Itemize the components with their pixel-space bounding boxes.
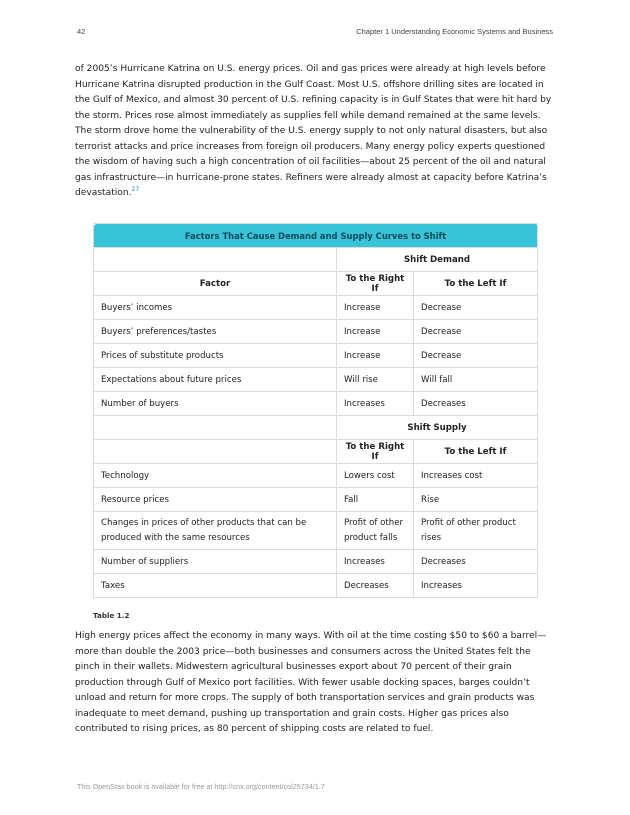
factor-cell: Technology [94,464,337,488]
table-row [94,488,538,512]
right-cell: Lowers cost [337,464,414,488]
table-row [94,550,538,574]
table-title: Factors That Cause Demand and Supply Curves to Shift [94,224,538,248]
paragraph-vulnerability-text: The storm drove home the vulnerability of the U.S. energy supply to not only natural disasters, but also terrorist attacks and price increases from foreign oil producers. Many energy policy experts questioned the wisdom of having such a high concentration of oil facilities—about 25 percent of the oil and natural gas infrastructure—in hurricane-prone states. Refiners were already almost at capacity before Katrina’s devastation. [75,126,548,198]
right-header: To the Right If [337,440,414,464]
table-caption: Table 1.2 [93,611,130,620]
left-cell: Decreases [414,550,538,574]
right-cell: Increases [337,550,414,574]
left-cell: Increases [414,574,538,598]
table-row [94,392,538,416]
left-cell: Increases cost [414,464,538,488]
table-row [94,368,538,392]
footer-note: This OpenStax book is available for free at http://cnx.org/content/col25734/1.7 [77,782,325,791]
right-cell: Profit of other product falls [337,512,414,550]
left-cell: Decrease [414,320,538,344]
left-header: To the Left If [414,272,538,296]
shift-demand-header: Shift Demand [337,248,538,272]
footnote-link[interactable]: 27 [131,186,140,193]
right-cell: Will rise [337,368,414,392]
table-row [94,296,538,320]
blank-cell [94,248,337,272]
factor-cell: Changes in prices of other products that can be produced with the same resources [94,512,337,550]
factor-cell: Buyers’ incomes [94,296,337,320]
shift-supply-header: Shift Supply [337,416,538,440]
table-row [94,512,538,550]
blank-cell [94,416,337,440]
factor-cell: Prices of substitute products [94,344,337,368]
left-cell: Decrease [414,344,538,368]
chapter-title: Chapter 1 Understanding Economic Systems and Business [356,27,553,36]
left-header: To the Left If [414,440,538,464]
table-row [94,574,538,598]
right-cell: Increase [337,344,414,368]
factor-header: Factor [94,272,337,296]
left-cell: Rise [414,488,538,512]
paragraph-vulnerability [75,124,555,202]
table-row [94,464,538,488]
right-cell: Increase [337,320,414,344]
page-number: 42 [77,27,86,36]
right-header: To the Right If [337,272,414,296]
factor-cell: Expectations about future prices [94,368,337,392]
right-cell: Increase [337,296,414,320]
factor-cell: Number of suppliers [94,550,337,574]
left-cell: Profit of other product rises [414,512,538,550]
left-cell: Decrease [414,296,538,320]
right-cell: Fall [337,488,414,512]
blank-cell [94,440,337,464]
table-row [94,344,538,368]
shift-factors-table [93,223,538,598]
right-cell: Decreases [337,574,414,598]
factor-cell: Number of buyers [94,392,337,416]
paragraph-katrina: of 2005’s Hurricane Katrina on U.S. energy prices. Oil and gas prices were already at high levels before Hurricane Katrina disrupted production in the Gulf Coast. Most U.S. offshore drilling sites are located in the Gulf of Mexico, and almost 30 percent of U.S. refining capacity is in Gulf States that were hit hard by the storm. Prices rose almost immediately as supplies fell while demand remained at the same levels. [75,64,552,121]
paragraph-energy-prices: High energy prices affect the economy in many ways. With oil at the time costing $50 to $60 a barrel—more than double the 2003 price—both businesses and consumers across the United States felt the pinch in their wallets. Midwestern agricultural businesses export about 70 percent of their grain production through Gulf of Mexico port facilities. With fewer usable docking spaces, barges couldn’t unload and return for more crops. The supply of both transportation services and grain products was inadequate to meet demand, pushing up transportation and grain costs. Higher gas prices also contributed to rising prices, as 80 percent of shipping costs are related to fuel. [75,631,547,734]
left-cell: Decreases [414,392,538,416]
table-row [94,320,538,344]
factor-cell: Buyers’ preferences/tastes [94,320,337,344]
factor-cell: Taxes [94,574,337,598]
factor-cell: Resource prices [94,488,337,512]
right-cell: Increases [337,392,414,416]
left-cell: Will fall [414,368,538,392]
